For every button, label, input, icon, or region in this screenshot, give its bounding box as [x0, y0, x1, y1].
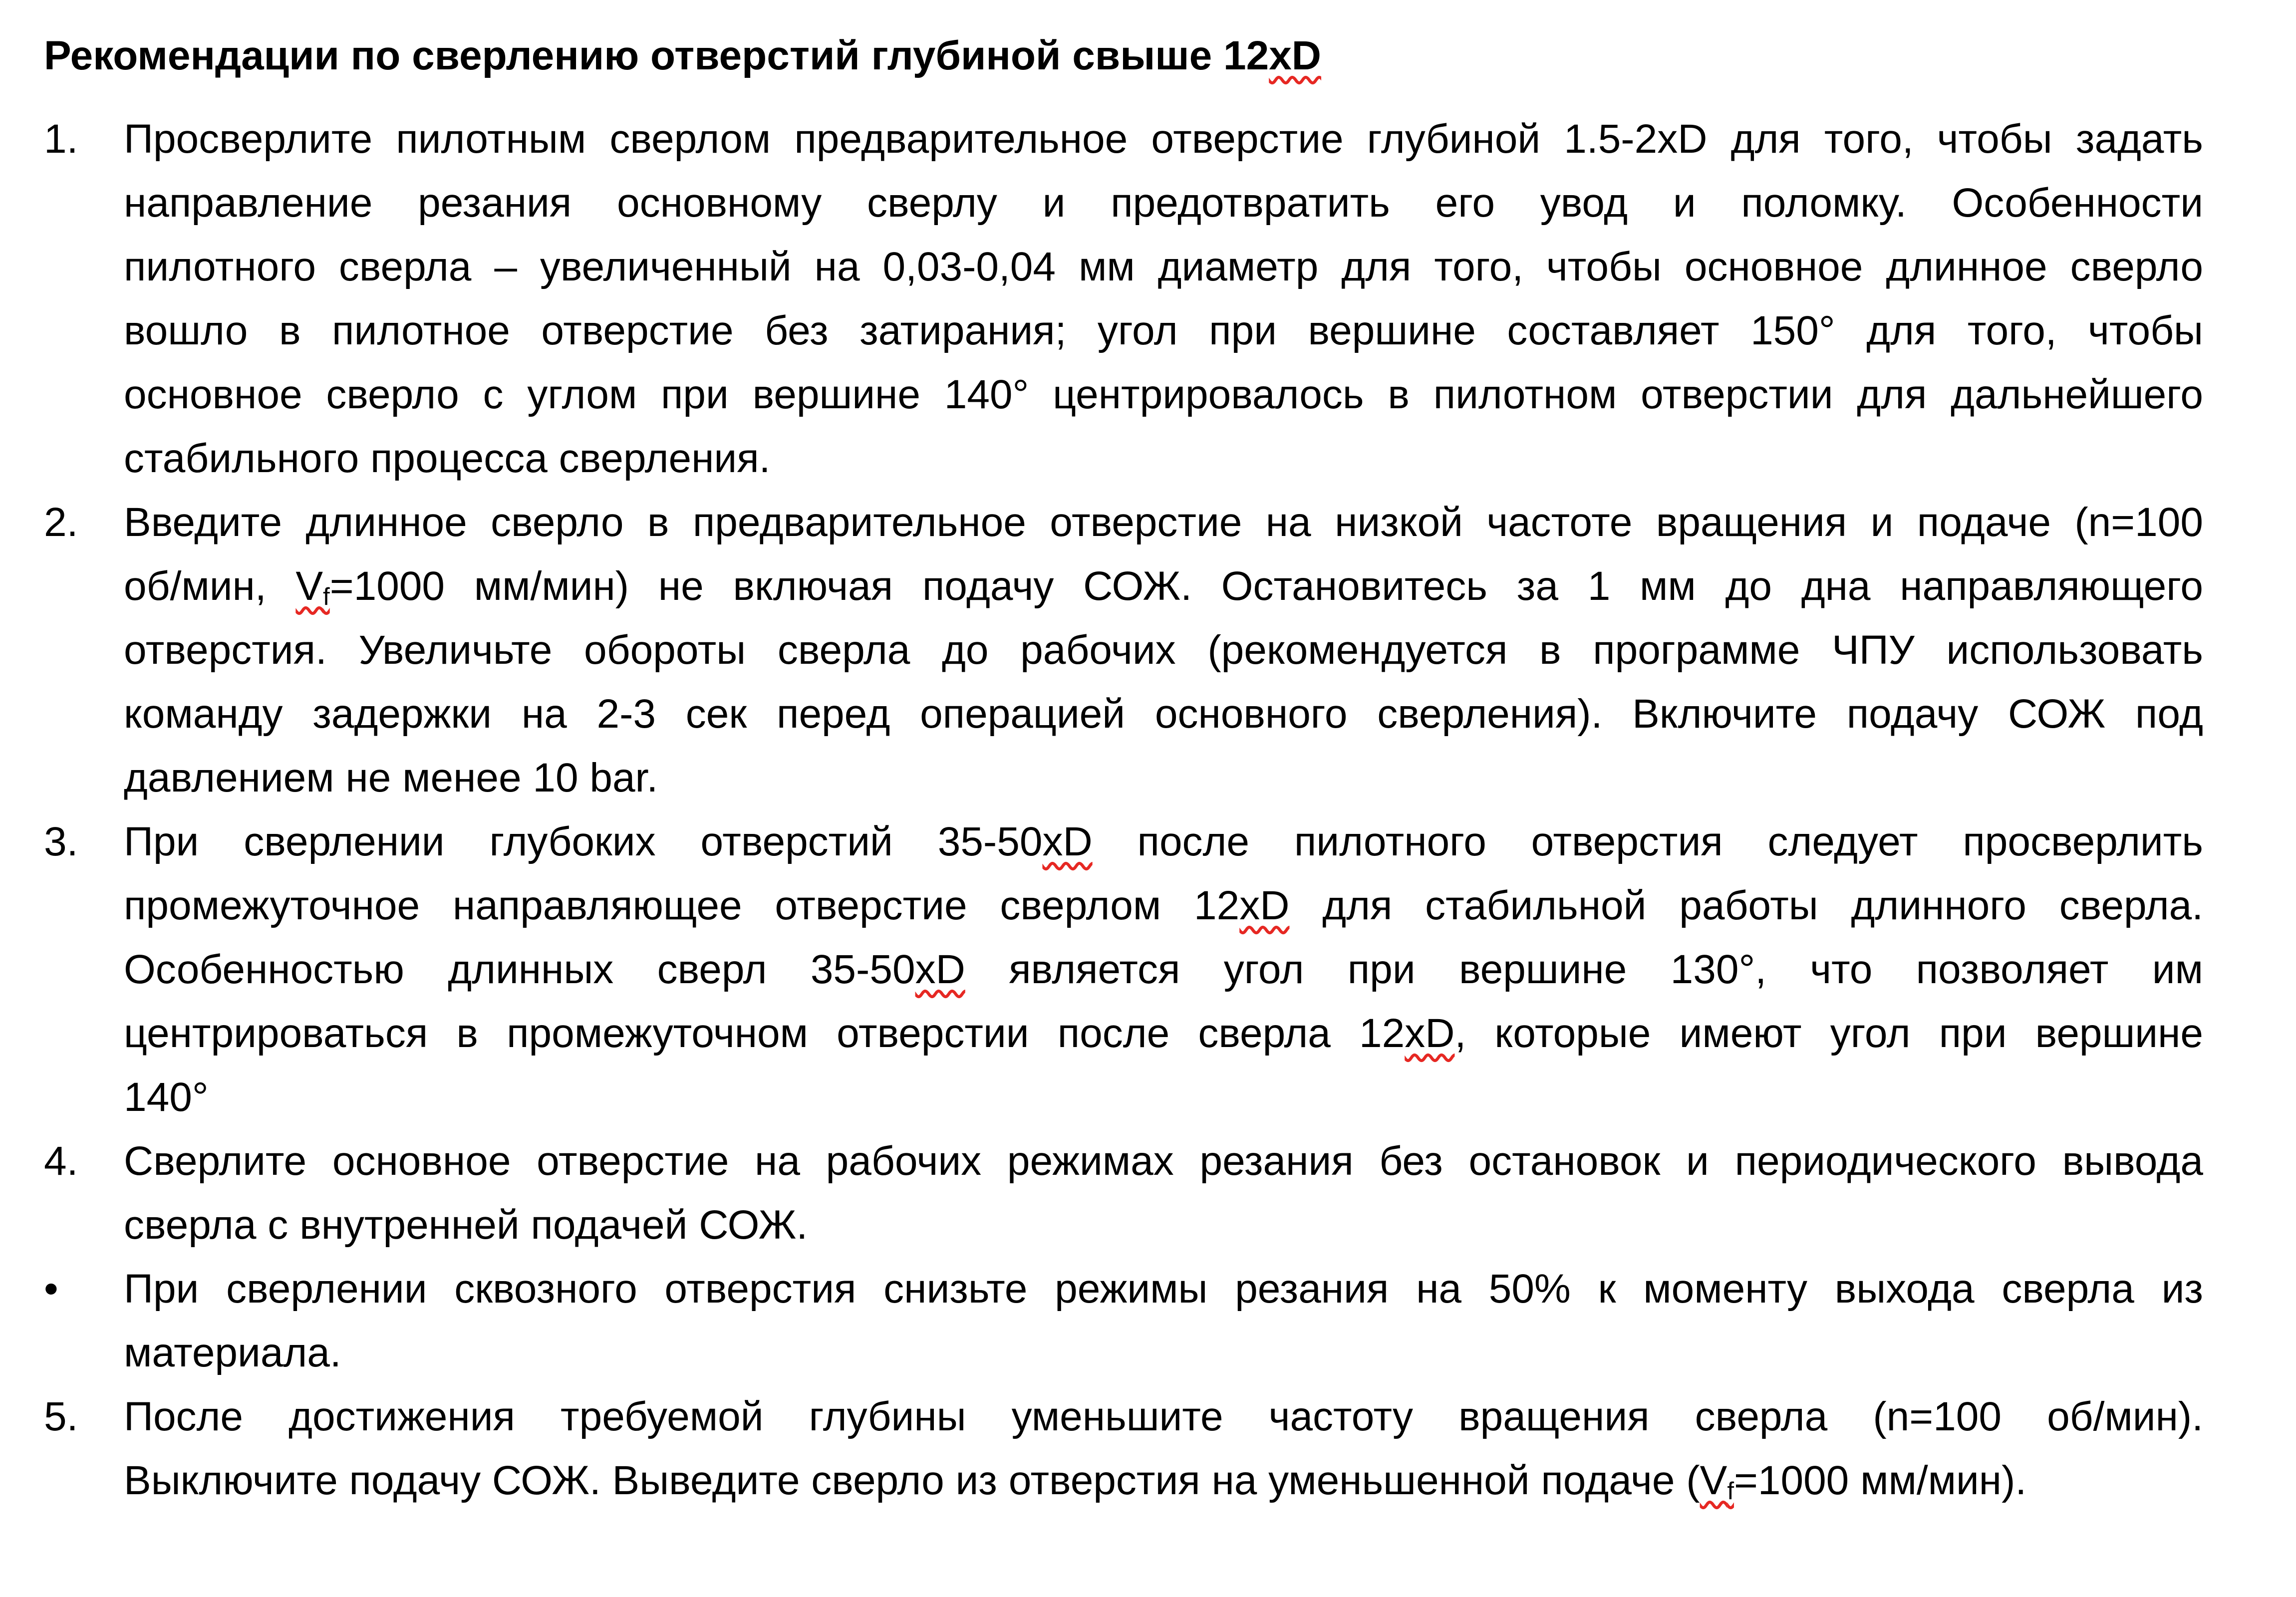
text-line [124, 107, 2203, 171]
numbered-list-item [44, 1385, 2203, 1513]
list-item-text [124, 491, 2203, 810]
text-line [124, 491, 2203, 554]
text-segment: команду задержки на 2-3 сек перед операцией основного сверления). Включите подачу СОЖ под [124, 691, 2203, 737]
text-segment: центрироваться в промежуточном отверстии после сверла 12 [124, 1011, 1405, 1056]
list-number-marker: 1. [44, 116, 78, 162]
text-segment: , которые имеют угол при вершине [1454, 1011, 2204, 1056]
text-segment: является угол при вершине 130°, что позволяет им [965, 947, 2203, 992]
text-segment: давлением не менее 10 bar. [124, 755, 658, 800]
text-line [124, 810, 2203, 874]
text-line [124, 171, 2203, 235]
subscript-text: f [1727, 1477, 1734, 1505]
text-segment: Выключите подачу СОЖ. Выведите сверло из отверстия на уменьшенной подаче ( [124, 1458, 1700, 1503]
text-segment: основное сверло с углом при вершине 140° центрировалось в пилотном отверстии для дальнейшего [124, 372, 2203, 417]
list-item-text [124, 1385, 2203, 1513]
text-line [124, 1193, 2203, 1257]
recommendations-list [44, 107, 2203, 1513]
text-line [124, 938, 2203, 1002]
text-segment: сверла с внутренней подачей СОЖ. [124, 1202, 808, 1248]
text-segment: Сверлите основное отверстие на рабочих режимах резания без остановок и периодического вывода [124, 1138, 2203, 1184]
text-line [124, 235, 2203, 299]
list-number-marker: 4. [44, 1138, 78, 1184]
misspelled-text: xD [1269, 33, 1322, 78]
text-line [124, 1385, 2203, 1449]
text-segment: При сверлении сквозного отверстия снизьте режимы резания на 50% к моменту выхода сверла из [124, 1266, 2203, 1312]
text-segment: вошло в пилотное отверстие без затирания; угол при вершине составляет 150° для того, чтобы [124, 308, 2203, 353]
text-segment: 140° [124, 1074, 209, 1120]
subscript-text: f [323, 582, 330, 610]
text-line [124, 1065, 2203, 1129]
text-segment: Просверлите пилотным сверлом предварительное отверстие глубиной 1.5-2xD для того, чтобы задать [124, 116, 2203, 162]
text-segment: после пилотного отверстия следует просверлить [1092, 819, 2203, 864]
text-line [124, 682, 2203, 746]
misspelled-text: xD [1405, 1011, 1455, 1056]
text-segment: При сверлении глубоких отверстий 35-50 [124, 819, 1043, 864]
bullet-list-item [44, 1257, 2203, 1385]
list-number-marker: 5. [44, 1394, 78, 1439]
text-segment: стабильного процесса сверления. [124, 436, 771, 481]
misspelled-text: xD [915, 947, 965, 992]
misspelled-text: Vf [1700, 1458, 1734, 1505]
text-segment: об/мин, [124, 563, 296, 609]
text-segment: Рекомендации по сверлению отверстий глубиной свыше 12 [44, 33, 1269, 78]
list-number-marker: 3. [44, 819, 78, 864]
text-line [124, 1129, 2203, 1193]
document-title [44, 24, 2203, 88]
text-segment: отверстия. Увеличьте обороты сверла до рабочих (рекомендуется в программе ЧПУ использовать [124, 627, 2203, 673]
list-item-text [124, 107, 2203, 491]
text-segment: промежуточное направляющее отверстие сверлом 12 [124, 883, 1240, 928]
list-number-marker: 2. [44, 500, 78, 545]
text-line [124, 874, 2203, 938]
text-segment: Особенностью длинных сверл 35-50 [124, 947, 915, 992]
text-line [124, 1449, 2203, 1513]
text-line [124, 554, 2203, 618]
text-segment: направление резания основному сверлу и предотвратить его увод и поломку. Особенности [124, 180, 2203, 226]
text-line [124, 618, 2203, 682]
misspelled-text: xD [1239, 883, 1290, 928]
text-line [124, 1321, 2203, 1385]
bullet-marker: • [44, 1266, 58, 1312]
text-segment: Введите длинное сверло в предварительное отверстие на низкой частоте вращения и подаче (n=100 [124, 500, 2203, 545]
text-line [124, 1257, 2203, 1321]
numbered-list-item [44, 107, 2203, 491]
text-line [124, 363, 2203, 427]
text-line [124, 299, 2203, 363]
text-line [124, 427, 2203, 491]
text-segment: пилотного сверла – увеличенный на 0,03-0,04 мм диаметр для того, чтобы основное длинное сверло [124, 244, 2203, 289]
numbered-list-item [44, 1129, 2203, 1257]
list-item-text [124, 810, 2203, 1129]
list-item-text [124, 1257, 2203, 1385]
text-segment: материала. [124, 1330, 341, 1375]
text-line [124, 746, 2203, 810]
text-segment: После достижения требуемой глубины уменьшите частоту вращения сверла (n=100 об/мин). [124, 1394, 2203, 1439]
list-item-text [124, 1129, 2203, 1257]
text-segment: =1000 мм/мин). [1733, 1458, 2027, 1503]
misspelled-text: Vf [295, 563, 330, 610]
misspelled-text: xD [1042, 819, 1093, 864]
numbered-list-item [44, 810, 2203, 1129]
numbered-list-item [44, 491, 2203, 810]
text-segment: для стабильной работы длинного сверла. [1289, 883, 2204, 928]
text-line [124, 1002, 2203, 1065]
text-segment: =1000 мм/мин) не включая подачу СОЖ. Остановитесь за 1 мм до дна направляющего [329, 563, 2203, 609]
